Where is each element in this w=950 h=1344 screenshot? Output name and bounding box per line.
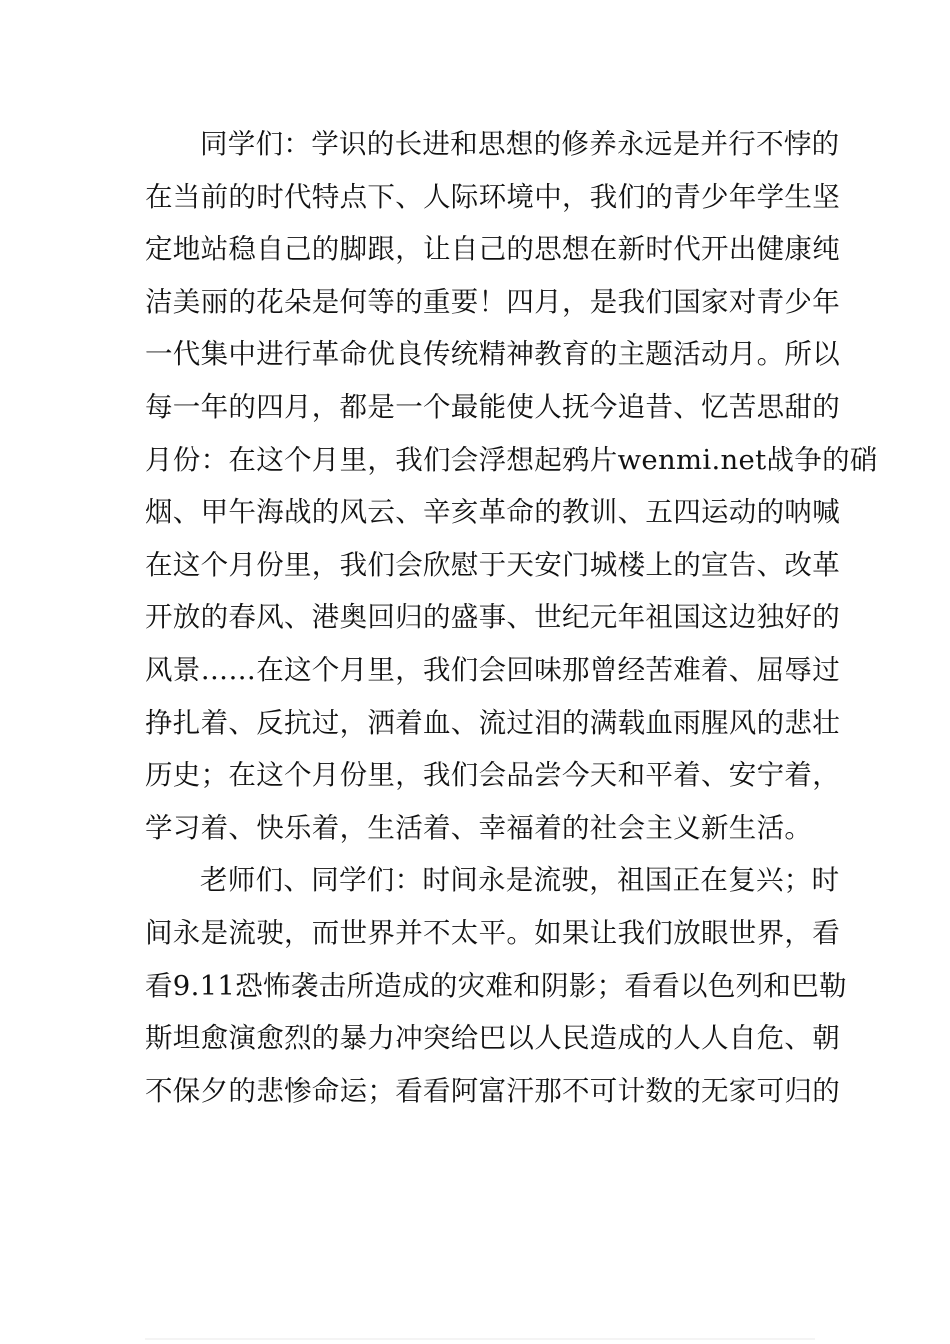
text-line-14: 学习着、快乐着，生活着、幸福着的社会主义新生活。	[145, 811, 813, 844]
text-line-16: 间永是流驶，而世界并不太平。如果让我们放眼世界，看	[145, 916, 840, 949]
text-line-6: 每一年的四月，都是一个最能使人抚今追昔、忆苦思甜的	[145, 390, 840, 423]
text-line-4: 洁美丽的花朵是何等的重要！四月，是我们国家对青少年	[145, 285, 840, 318]
page-footer-divider	[145, 1338, 815, 1340]
body-text	[145, 118, 878, 1117]
text-line-9: 在这个月份里，我们会欣慰于天安门城楼上的宣告、改革	[145, 548, 840, 581]
text-line-5: 一代集中进行革命优良传统精神教育的主题活动月。所以	[145, 338, 840, 371]
text-line-3: 定地站稳自己的脚跟，让自己的思想在新时代开出健康纯	[145, 233, 840, 266]
text-line-18: 斯坦愈演愈烈的暴力冲突给巴以人民造成的人人自危、朝	[145, 1022, 840, 1055]
text-line-10: 开放的春风、港奥回归的盛事、世纪元年祖国这边独好的	[145, 601, 840, 634]
text-line-15: 老师们、同学们：时间永是流驶，祖国正在复兴；时	[200, 864, 840, 897]
text-line-2: 在当前的时代特点下、人际环境中，我们的青少年学生坚	[145, 180, 840, 213]
text-line-11: 风景……在这个月里，我们会回味那曾经苦难着、屈辱过	[145, 653, 840, 686]
text-line-17: 看9.11恐怖袭击所造成的灾难和阴影；看看以色列和巴勒	[145, 969, 847, 1002]
text-line-12: 挣扎着、反抗过，洒着血、流过泪的满载血雨腥风的悲壮	[145, 706, 840, 739]
text-line-1: 同学们：学识的长进和思想的修养永远是并行不悖的	[200, 128, 840, 160]
text-line-8: 烟、甲午海战的风云、辛亥革命的教训、五四运动的呐喊	[145, 496, 840, 529]
text-line-19: 不保夕的悲惨命运；看看阿富汗那不可计数的无家可归的	[145, 1074, 840, 1107]
text-line-7: 月份：在这个月里，我们会浮想起鸦片wenmi.net战争的硝	[145, 443, 878, 476]
text-line-13: 历史；在这个月份里，我们会品尝今天和平着、安宁着，	[145, 759, 840, 792]
